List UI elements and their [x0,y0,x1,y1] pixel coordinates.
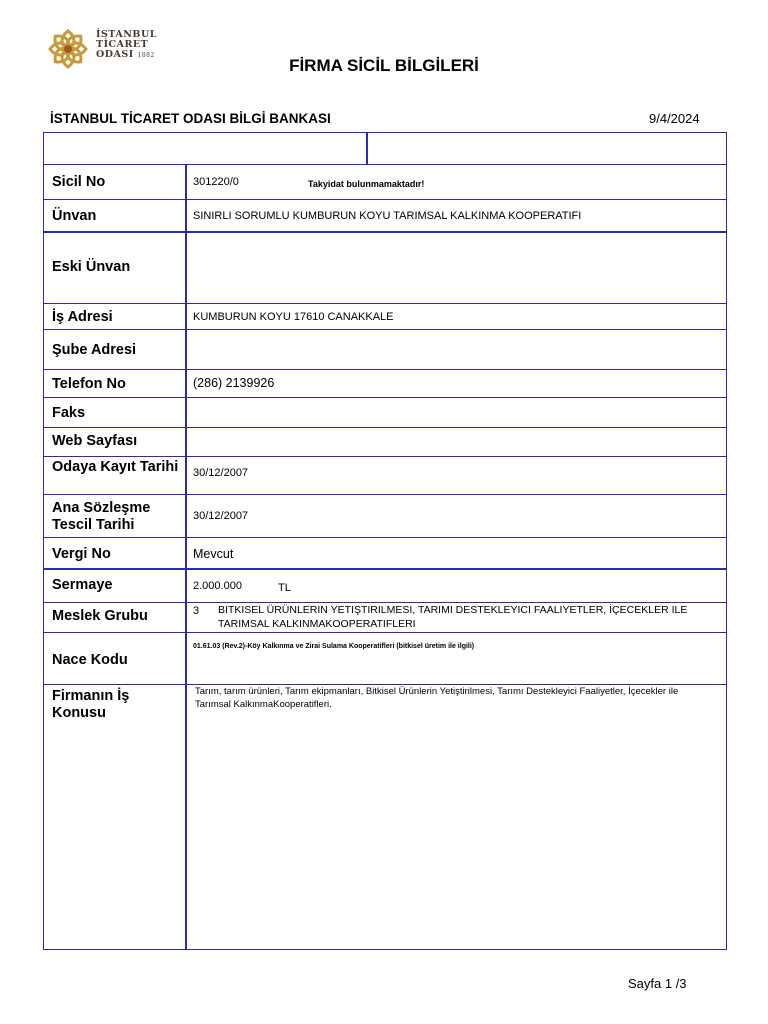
value-unvan: SINIRLI SORUMLU KUMBURUN KOYU TARIMSAL KALKINMA KOOPERATIFI [193,210,582,222]
value-sicil-no: 301220/0 [193,176,239,188]
row-divider [43,427,727,428]
value-is-adresi: KUMBURUN KOYU 17610 CANAKKALE [193,311,394,323]
row-divider [43,494,727,495]
label-meslek-grubu: Meslek Grubu [52,608,148,624]
value-sermaye-unit: TL [278,582,291,594]
value-telefon: (286) 2139926 [193,376,275,390]
row-divider [43,456,727,457]
row-divider [43,537,727,538]
bank-name: İSTANBUL TİCARET ODASI BİLGİ BANKASI [50,111,331,126]
value-odaya-kayit: 30/12/2007 [193,467,249,479]
row-divider [43,369,727,370]
row-divider [43,397,727,398]
value-meslek-grubu: BITKISEL ÜRÜNLERIN YETIŞTIRILMESI, TARIMI DESTEKLEYICI FAALIYETLER, İÇECEKLER ILE TARIMSAL KALKINMAKOOPERATIFLERI [218,604,688,630]
row-divider [43,568,727,570]
label-vergi-no: Vergi No [52,546,111,562]
page-number: Sayfa 1 /3 [628,976,687,991]
label-sermaye: Sermaye [52,577,113,593]
label-is-konusu: Firmanın İş Konusu [52,688,130,721]
row-divider [43,231,727,233]
page-title: FİRMA SİCİL BİLGİLERİ [289,56,479,75]
label-eski-unvan: Eski Ünvan [52,259,131,275]
value-is-konusu: Tarım, tarım ürünleri, Tarım ekipmanları, Bitkisel Ürünlerin Yetiştirilmesi, Tarımı Destekleyici Faaliyetler, İçecekler ile Tarımsal KalkınmaKooperatifleri. [195,686,679,710]
label-odaya-kayit: Odaya Kayıt Tarihi [52,459,179,475]
header-cell-divider [366,132,368,165]
value-sermaye: 2.000.000 [193,580,242,592]
label-sube-adresi: Şube Adresi [52,342,137,358]
label-web: Web Sayfası [52,433,138,449]
logo-line-1: İSTANBUL [96,29,157,40]
label-sicil-no: Sicil No [52,174,106,190]
value-meslek-grubu-number: 3 [193,605,200,617]
label-column-divider [185,165,187,950]
table-frame [43,132,727,950]
row-divider [43,199,727,200]
row-divider [43,164,727,165]
value-vergi-no: Mevcut [193,547,234,561]
label-is-adresi: İş Adresi [52,309,113,325]
row-divider [43,684,727,685]
logo-year: 1882 [137,52,155,59]
row-divider [43,329,727,330]
label-telefon: Telefon No [52,376,126,392]
logo-line-3: ODASI [96,49,134,60]
label-unvan: Ünvan [52,208,97,224]
label-faks: Faks [52,405,86,421]
value-ana-sozlesme: 30/12/2007 [193,510,249,522]
label-nace-kodu: Nace Kodu [52,652,128,668]
report-date: 9/4/2024 [649,111,700,126]
value-nace-kodu: 01.61.03 (Rev.2)-Köy Kalkınma ve Zirai Sulama Kooperatifleri (bitkisel üretim ile ilgili) [193,643,475,650]
label-ana-sozlesme: Ana Sözleşme Tescil Tarihi [52,500,151,533]
logo-line-2: TİCARET [96,39,149,50]
takyidat-note: Takyidat bulunmamaktadır! [308,179,425,189]
row-divider [43,632,727,633]
row-divider [43,303,727,304]
